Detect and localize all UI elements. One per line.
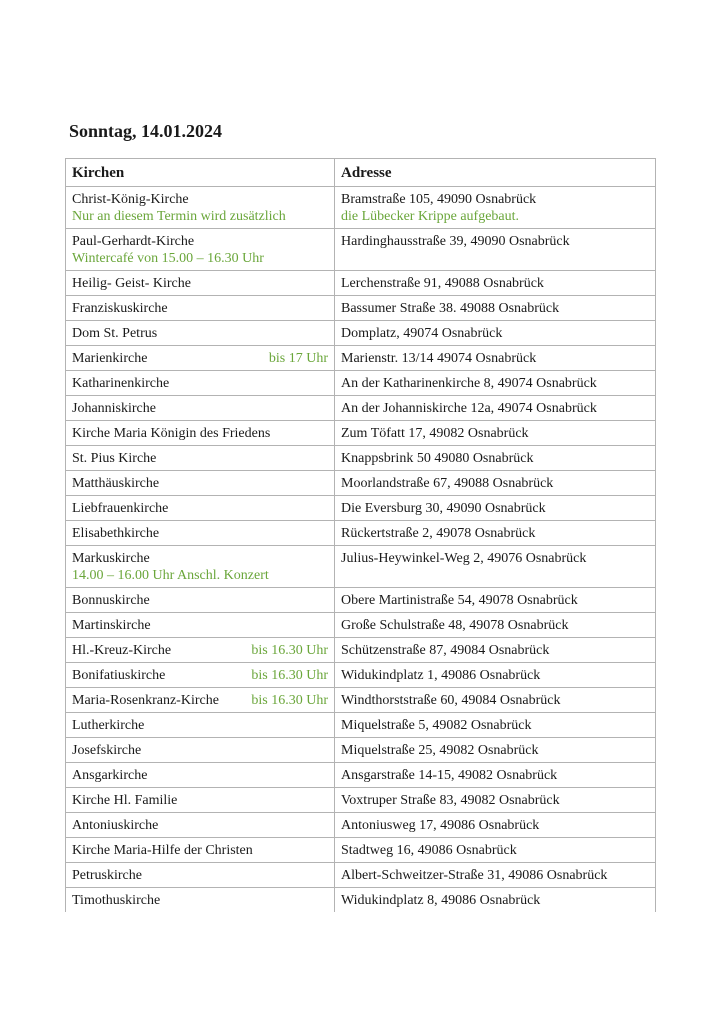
church-name: Katharinenkirche	[72, 376, 170, 391]
table-row	[66, 229, 656, 271]
church-cell	[66, 496, 335, 521]
address-cell	[335, 521, 656, 546]
address-cell	[335, 588, 656, 613]
table-row	[66, 321, 656, 346]
address-cell	[335, 763, 656, 788]
table-row	[66, 296, 656, 321]
table-row	[66, 863, 656, 888]
church-cell	[66, 688, 335, 713]
address-cell	[335, 888, 656, 913]
table-row	[66, 888, 656, 913]
address-cell	[335, 229, 656, 271]
address-text: Hardinghausstraße 39, 49090 Osnabrück	[341, 234, 570, 249]
address-cell	[335, 546, 656, 588]
address-cell	[335, 738, 656, 763]
church-note: 14.00 – 16.00 Uhr Anschl. Konzert	[72, 568, 269, 583]
church-cell	[66, 838, 335, 863]
page-title: Sonntag, 14.01.2024	[69, 121, 223, 141]
table-row	[66, 763, 656, 788]
address-text: Obere Martinistraße 54, 49078 Osnabrück	[341, 593, 578, 608]
address-text: Miquelstraße 5, 49082 Osnabrück	[341, 718, 532, 733]
address-cell	[335, 187, 656, 229]
table-row	[66, 421, 656, 446]
church-name: Petruskirche	[72, 868, 142, 883]
church-cell	[66, 546, 335, 588]
address-text: Die Eversburg 30, 49090 Osnabrück	[341, 501, 546, 516]
address-text: Stadtweg 16, 49086 Osnabrück	[341, 843, 517, 858]
church-cell	[66, 271, 335, 296]
address-text: Albert-Schweitzer-Straße 31, 49086 Osnabrück	[341, 868, 608, 883]
address-text: Marienstr. 13/14 49074 Osnabrück	[341, 351, 537, 366]
church-note: Nur an diesem Termin wird zusätzlich	[72, 209, 286, 224]
address-text: Domplatz, 49074 Osnabrück	[341, 326, 503, 341]
address-cell	[335, 296, 656, 321]
table-row	[66, 546, 656, 588]
church-cell	[66, 446, 335, 471]
table-row	[66, 496, 656, 521]
address-cell	[335, 421, 656, 446]
address-text: Rückertstraße 2, 49078 Osnabrück	[341, 526, 536, 541]
table-row	[66, 271, 656, 296]
church-name: St. Pius Kirche	[72, 451, 157, 466]
church-cell	[66, 346, 335, 371]
church-cell	[66, 888, 335, 913]
address-cell	[335, 638, 656, 663]
church-cell	[66, 713, 335, 738]
address-cell	[335, 396, 656, 421]
church-name: Timothuskirche	[72, 893, 161, 908]
address-cell	[335, 863, 656, 888]
address-text: Widukindplatz 8, 49086 Osnabrück	[341, 893, 541, 908]
church-name: Maria-Rosenkranz-Kirche	[72, 693, 219, 708]
church-cell	[66, 663, 335, 688]
address-cell	[335, 321, 656, 346]
column-header-address: Adresse	[335, 159, 656, 187]
table-row	[66, 613, 656, 638]
address-text: Miquelstraße 25, 49082 Osnabrück	[341, 743, 539, 758]
church-name: Kirche Maria Königin des Friedens	[72, 426, 271, 441]
church-note: Wintercafé von 15.00 – 16.30 Uhr	[72, 251, 264, 266]
church-time-note: bis 17 Uhr	[268, 351, 328, 366]
address-text: Lerchenstraße 91, 49088 Osnabrück	[341, 276, 544, 291]
address-text: Julius-Heywinkel-Weg 2, 49076 Osnabrück	[341, 551, 587, 566]
table-row	[66, 396, 656, 421]
church-name: Christ-König-Kirche	[72, 192, 189, 207]
church-cell	[66, 187, 335, 229]
address-cell	[335, 446, 656, 471]
address-cell	[335, 371, 656, 396]
address-text: Voxtruper Straße 83, 49082 Osnabrück	[341, 793, 560, 808]
table-body	[66, 187, 656, 913]
church-name: Lutherkirche	[72, 718, 145, 733]
address-text: An der Katharinenkirche 8, 49074 Osnabrück	[341, 376, 597, 391]
address-cell	[335, 346, 656, 371]
address-cell	[335, 813, 656, 838]
address-text: Moorlandstraße 67, 49088 Osnabrück	[341, 476, 554, 491]
church-name: Josefskirche	[72, 743, 142, 758]
address-text: Windthorststraße 60, 49084 Osnabrück	[341, 693, 561, 708]
table-row	[66, 838, 656, 863]
church-name: Markuskirche	[72, 551, 150, 566]
church-time-note: bis 16.30 Uhr	[251, 693, 328, 708]
table-header-row	[66, 159, 656, 187]
church-cell	[66, 813, 335, 838]
table-row	[66, 663, 656, 688]
church-cell	[66, 396, 335, 421]
church-cell	[66, 371, 335, 396]
church-name: Paul-Gerhardt-Kirche	[72, 234, 195, 249]
address-text: Knappsbrink 50 49080 Osnabrück	[341, 451, 534, 466]
church-time-note: bis 16.30 Uhr	[251, 668, 328, 683]
table-row	[66, 638, 656, 663]
address-cell	[335, 838, 656, 863]
church-time-note: bis 16.30 Uhr	[251, 643, 328, 658]
church-cell	[66, 471, 335, 496]
church-name: Hl.-Kreuz-Kirche	[72, 643, 172, 658]
address-text: Zum Töfatt 17, 49082 Osnabrück	[341, 426, 529, 441]
table-row	[66, 738, 656, 763]
church-cell	[66, 763, 335, 788]
church-cell	[66, 421, 335, 446]
church-name: Elisabethkirche	[72, 526, 160, 541]
church-name: Kirche Hl. Familie	[72, 793, 178, 808]
address-cell	[335, 471, 656, 496]
table-row	[66, 521, 656, 546]
table-row	[66, 346, 656, 371]
address-cell	[335, 613, 656, 638]
church-name: Heilig- Geist- Kirche	[72, 276, 191, 291]
address-text: Große Schulstraße 48, 49078 Osnabrück	[341, 618, 569, 633]
address-text: Widukindplatz 1, 49086 Osnabrück	[341, 668, 541, 683]
church-cell	[66, 738, 335, 763]
church-table	[65, 158, 656, 912]
address-cell	[335, 688, 656, 713]
address-text: Ansgarstraße 14-15, 49082 Osnabrück	[341, 768, 558, 783]
address-cell	[335, 788, 656, 813]
church-name: Ansgarkirche	[72, 768, 148, 783]
table-row	[66, 187, 656, 229]
address-cell	[335, 271, 656, 296]
table-row	[66, 813, 656, 838]
church-cell	[66, 788, 335, 813]
table-row	[66, 688, 656, 713]
church-cell	[66, 521, 335, 546]
church-name: Kirche Maria-Hilfe der Christen	[72, 843, 253, 858]
church-name: Bonnuskirche	[72, 593, 150, 608]
address-note: die Lübecker Krippe aufgebaut.	[341, 209, 520, 224]
address-text: Antoniusweg 17, 49086 Osnabrück	[341, 818, 540, 833]
column-header-church: Kirchen	[66, 159, 335, 187]
church-name: Bonifatiuskirche	[72, 668, 166, 683]
table-row	[66, 588, 656, 613]
address-text: Bramstraße 105, 49090 Osnabrück	[341, 192, 537, 207]
church-cell	[66, 638, 335, 663]
table-row	[66, 713, 656, 738]
address-text: An der Johanniskirche 12a, 49074 Osnabrück	[341, 401, 597, 416]
church-name: Antoniuskirche	[72, 818, 159, 833]
church-cell	[66, 863, 335, 888]
address-cell	[335, 713, 656, 738]
church-cell	[66, 588, 335, 613]
table-row	[66, 788, 656, 813]
church-name: Franziskuskirche	[72, 301, 168, 316]
church-name: Dom St. Petrus	[72, 326, 158, 341]
table-row	[66, 446, 656, 471]
address-text: Bassumer Straße 38. 49088 Osnabrück	[341, 301, 560, 316]
address-cell	[335, 496, 656, 521]
church-name: Marienkirche	[72, 351, 148, 366]
church-cell	[66, 613, 335, 638]
church-cell	[66, 229, 335, 271]
church-name: Martinskirche	[72, 618, 151, 633]
address-text: Schützenstraße 87, 49084 Osnabrück	[341, 643, 550, 658]
table-row	[66, 371, 656, 396]
church-name: Matthäuskirche	[72, 476, 160, 491]
church-cell	[66, 321, 335, 346]
church-name: Liebfrauenkirche	[72, 501, 169, 516]
church-cell	[66, 296, 335, 321]
address-cell	[335, 663, 656, 688]
church-name: Johanniskirche	[72, 401, 156, 416]
table-row	[66, 471, 656, 496]
